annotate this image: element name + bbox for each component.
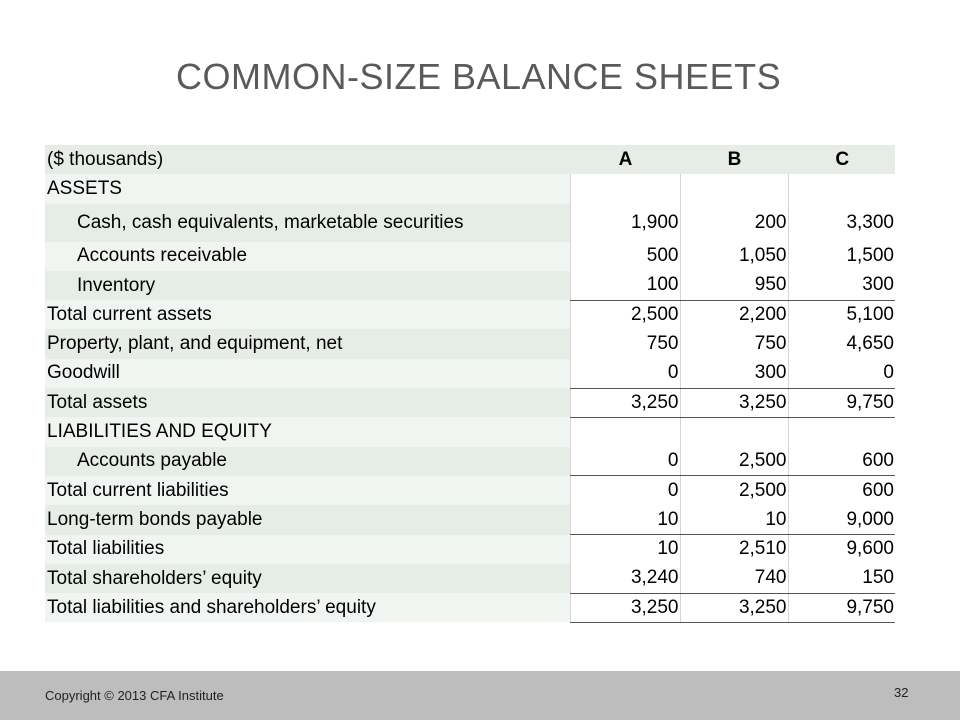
row-label: LIABILITIES AND EQUITY — [45, 417, 570, 446]
cell-b: 2,500 — [680, 476, 788, 505]
cell-b — [680, 417, 788, 446]
header-company-c: C — [788, 145, 895, 174]
table-row — [45, 388, 895, 417]
row-label: Total shareholders’ equity — [45, 564, 570, 593]
table-row — [45, 476, 895, 505]
cell-a: 2,500 — [570, 300, 680, 329]
cell-a: 3,250 — [570, 593, 680, 622]
cell-c: 3,300 — [788, 204, 895, 242]
row-label: Long-term bonds payable — [45, 505, 570, 534]
cell-a: 0 — [570, 476, 680, 505]
cell-a: 0 — [570, 447, 680, 476]
cell-a: 1,900 — [570, 204, 680, 242]
row-label: Total liabilities and shareholders’ equity — [45, 593, 570, 622]
balance-sheet-table — [45, 145, 895, 623]
cell-c — [788, 174, 895, 203]
table-row — [45, 564, 895, 593]
section-row-liabilities-equity — [45, 417, 895, 446]
cell-b: 950 — [680, 271, 788, 300]
row-label: Inventory — [45, 271, 570, 300]
slide-title: COMMON-SIZE BALANCE SHEETS — [176, 56, 782, 97]
cell-a — [570, 174, 680, 203]
cell-c: 9,600 — [788, 535, 895, 564]
row-label: Total liabilities — [45, 535, 570, 564]
cell-c: 5,100 — [788, 300, 895, 329]
row-label: Goodwill — [45, 359, 570, 388]
cell-c: 1,500 — [788, 242, 895, 271]
cell-b: 1,050 — [680, 242, 788, 271]
row-label: Total current liabilities — [45, 476, 570, 505]
cell-b: 3,250 — [680, 388, 788, 417]
cell-b: 3,250 — [680, 593, 788, 622]
row-label: ASSETS — [45, 174, 570, 203]
cell-c: 300 — [788, 271, 895, 300]
footer-copyright: Copyright © 2013 CFA Institute — [45, 688, 224, 703]
cell-b: 740 — [680, 564, 788, 593]
table-header-row — [45, 145, 895, 174]
row-label: Total current assets — [45, 300, 570, 329]
row-label: Accounts payable — [45, 447, 570, 476]
cell-a: 10 — [570, 535, 680, 564]
cell-c: 4,650 — [788, 329, 895, 358]
table-row — [45, 329, 895, 358]
table-row — [45, 593, 895, 622]
cell-b: 10 — [680, 505, 788, 534]
cell-b: 2,500 — [680, 447, 788, 476]
page-number: 32 — [894, 685, 909, 700]
cell-a: 10 — [570, 505, 680, 534]
cell-a: 500 — [570, 242, 680, 271]
table-row — [45, 271, 895, 300]
cell-c — [788, 417, 895, 446]
cell-a: 100 — [570, 271, 680, 300]
table-row — [45, 204, 895, 242]
cell-c: 150 — [788, 564, 895, 593]
cell-c: 0 — [788, 359, 895, 388]
header-units: ($ thousands) — [45, 145, 570, 174]
cell-b — [680, 174, 788, 203]
header-company-b: B — [680, 145, 788, 174]
cell-c: 9,750 — [788, 388, 895, 417]
table-row — [45, 242, 895, 271]
cell-b: 300 — [680, 359, 788, 388]
cell-a: 3,240 — [570, 564, 680, 593]
section-row-assets — [45, 174, 895, 203]
cell-a — [570, 417, 680, 446]
cell-a: 750 — [570, 329, 680, 358]
row-label: Total assets — [45, 388, 570, 417]
row-label: Property, plant, and equipment, net — [45, 329, 570, 358]
row-label: Cash, cash equivalents, marketable securities — [45, 204, 570, 242]
cell-a: 0 — [570, 359, 680, 388]
cell-b: 2,510 — [680, 535, 788, 564]
table-row — [45, 505, 895, 534]
table-row — [45, 447, 895, 476]
cell-c: 9,000 — [788, 505, 895, 534]
cell-c: 600 — [788, 476, 895, 505]
cell-c: 600 — [788, 447, 895, 476]
row-label: Accounts receivable — [45, 242, 570, 271]
cell-b: 200 — [680, 204, 788, 242]
cell-c: 9,750 — [788, 593, 895, 622]
table-row — [45, 359, 895, 388]
table-row — [45, 535, 895, 564]
cell-b: 2,200 — [680, 300, 788, 329]
cell-a: 3,250 — [570, 388, 680, 417]
cell-b: 750 — [680, 329, 788, 358]
table-row — [45, 300, 895, 329]
header-company-a: A — [570, 145, 680, 174]
footer-bar — [0, 671, 960, 720]
